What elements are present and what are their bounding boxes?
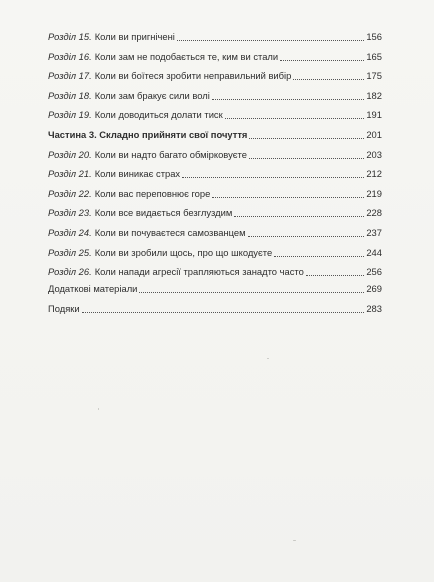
page-number: 244	[366, 246, 382, 258]
page-number: 175	[366, 70, 382, 82]
toc-section-chapters-15-19	[48, 31, 382, 129]
chapter-number: Розділ 17.	[48, 70, 92, 82]
back-matter-title: Додаткові матеріали	[48, 283, 138, 294]
dot-leader	[248, 235, 365, 237]
page-number: 156	[366, 31, 382, 42]
paper-speck	[98, 408, 99, 410]
chapter-title: Коли виникає страх	[94, 168, 181, 180]
page-number: 283	[366, 302, 382, 314]
toc-entry	[48, 188, 382, 200]
page-number: 165	[366, 50, 382, 62]
chapter-number: Розділ 18.	[48, 89, 92, 101]
page-number: 191	[366, 109, 382, 121]
toc-entry	[48, 109, 382, 121]
page-number: 219	[366, 187, 382, 199]
chapter-number: Розділ 20.	[48, 148, 92, 160]
chapter-title: Коли все видається безглуздим	[94, 207, 233, 219]
toc-entry	[48, 31, 382, 43]
chapter-title: Коли напади агресії трапляються занадто часто	[94, 266, 304, 278]
chapter-number: Розділ 24.	[48, 226, 92, 238]
chapter-title: Коли ви боїтеся зробити неправильний вибір	[94, 70, 292, 82]
chapter-title: Коли доводиться долати тиск	[94, 109, 223, 121]
toc-entry	[48, 247, 382, 259]
chapter-title: Коли ви пригнічені	[94, 31, 175, 42]
toc-entry	[48, 303, 382, 315]
dot-leader	[249, 137, 364, 139]
chapter-number: Розділ 21.	[48, 168, 92, 180]
dot-leader	[212, 196, 364, 198]
dot-leader	[225, 117, 365, 119]
dot-leader	[212, 98, 365, 100]
dot-leader	[306, 274, 365, 276]
dot-leader	[274, 255, 364, 257]
toc-entry	[48, 90, 382, 102]
page-number: 212	[366, 168, 382, 180]
chapter-title: Коли зам бракує сили волі	[94, 89, 210, 101]
page-number: 269	[366, 283, 382, 294]
dot-leader	[182, 176, 364, 178]
toc-entry	[48, 51, 382, 63]
part-title: Частина 3. Складно прийняти свої почуття	[48, 129, 248, 140]
dot-leader	[177, 39, 364, 41]
toc-entry	[48, 70, 382, 82]
chapter-number: Розділ 25.	[48, 246, 92, 258]
paper-speck	[293, 540, 296, 541]
page-number: 182	[366, 89, 382, 101]
toc-section-part-3	[48, 129, 382, 286]
chapter-title: Коли ви надто багато обмірковуєте	[94, 148, 247, 160]
dot-leader	[139, 291, 364, 293]
toc-entry	[48, 207, 382, 219]
dot-leader	[293, 78, 364, 80]
toc-section-back-matter	[48, 283, 382, 322]
page-number: 201	[366, 129, 382, 140]
page-number: 203	[366, 148, 382, 160]
toc-entry	[48, 266, 382, 278]
dot-leader	[249, 157, 364, 159]
chapter-title: Коли ви зробили щось, про що шкодуєте	[94, 246, 273, 258]
chapter-title: Коли ви почуваєтеся самозванцем	[94, 226, 246, 238]
toc-entry	[48, 149, 382, 161]
toc-part-heading	[48, 129, 382, 141]
chapter-number: Розділ 19.	[48, 109, 92, 121]
chapter-number: Розділ 23.	[48, 207, 92, 219]
chapter-title: Коли вас переповнює горе	[94, 187, 211, 199]
chapter-number: Розділ 26.	[48, 266, 92, 278]
page-number: 228	[366, 207, 382, 219]
chapter-number: Розділ 16.	[48, 50, 92, 62]
page-number: 237	[366, 226, 382, 238]
back-matter-title: Подяки	[48, 302, 80, 314]
chapter-number: Розділ 22.	[48, 187, 92, 199]
chapter-title: Коли зам не подобається те, ким ви стали	[94, 50, 279, 62]
dot-leader	[280, 59, 364, 61]
toc-entry	[48, 283, 382, 295]
toc-entry	[48, 168, 382, 180]
toc-entry	[48, 227, 382, 239]
paper-speck	[267, 358, 269, 359]
page-number: 256	[366, 266, 382, 278]
chapter-number: Розділ 15.	[48, 31, 92, 42]
dot-leader	[82, 311, 365, 313]
dot-leader	[234, 215, 364, 217]
